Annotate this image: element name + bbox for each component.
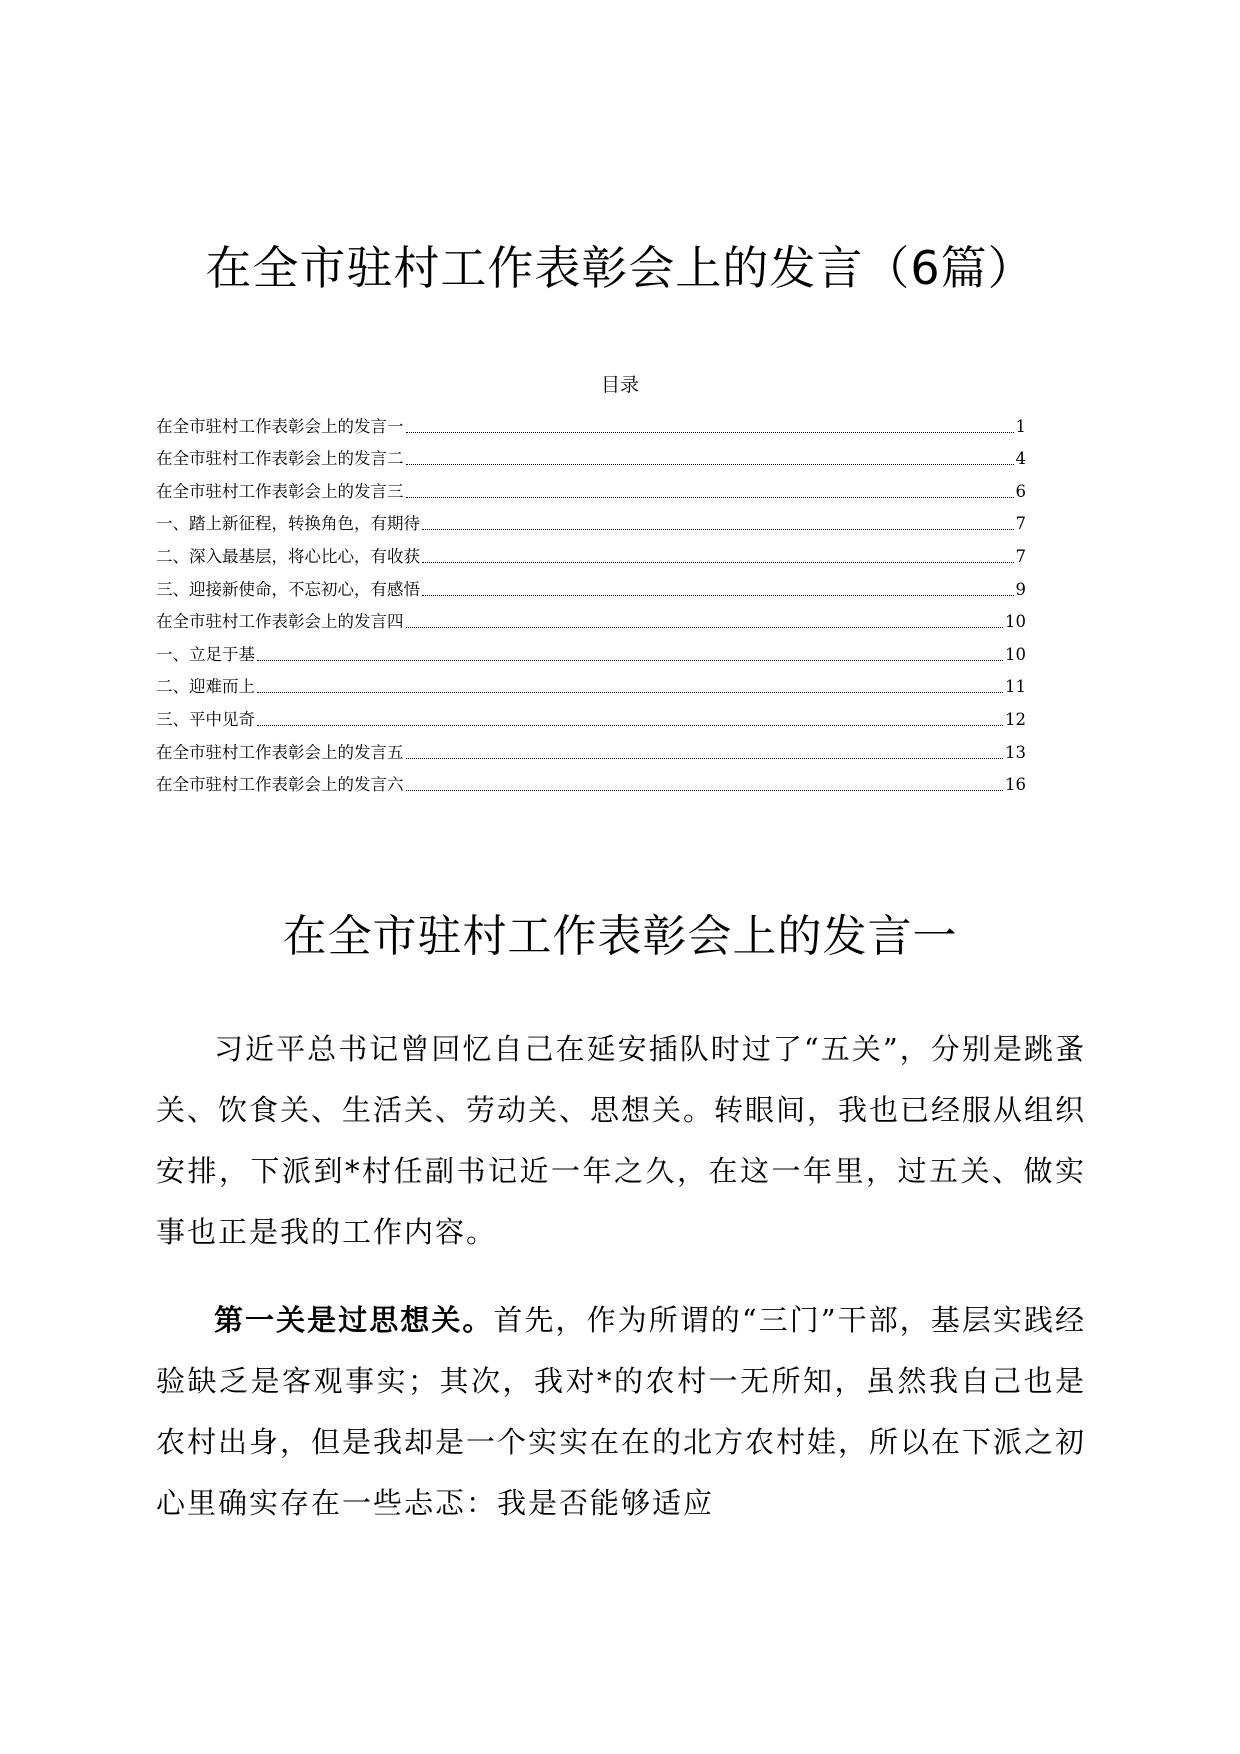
- toc-leader-dots: [406, 758, 1004, 759]
- toc-entry-page: 1: [1015, 416, 1026, 436]
- toc-entry-page: 7: [1015, 546, 1026, 566]
- toc-entry-label: 三、迎接新使命，不忘初心，有感悟: [156, 579, 420, 599]
- toc-entry[interactable]: [156, 666, 1026, 699]
- toc-entry[interactable]: [156, 568, 1026, 601]
- toc-entry-label: 三、平中见奇: [156, 709, 255, 729]
- toc-leader-dots: [257, 725, 1003, 726]
- toc-entry-label: 在全市驻村工作表彰会上的发言六: [156, 775, 404, 795]
- toc-leader-dots: [257, 660, 1003, 661]
- section-title: 在全市驻村工作表彰会上的发言一: [282, 911, 958, 962]
- toc-entry-page: 6: [1015, 481, 1026, 501]
- toc-entry[interactable]: [156, 503, 1026, 536]
- toc-entry[interactable]: [156, 633, 1026, 666]
- document-title: 在全市驻村工作表彰会上的发言（6篇）: [205, 241, 1035, 295]
- toc-entry[interactable]: [156, 405, 1026, 438]
- toc-leader-dots: [406, 464, 1014, 465]
- toc-leader-dots: [406, 790, 1004, 791]
- toc-heading: 目录: [600, 374, 639, 396]
- toc-leader-dots: [406, 432, 1014, 433]
- toc-leader-dots: [406, 497, 1014, 498]
- body-paragraph: 习近平总书记曾回忆自己在延安插队时过了“五关”，分别是跳蚤关、饮食关、生活关、劳动关、思想关。转眼间，我也已经服从组织安排，下派到*村任副书记近一年之久，在这一年里，过五关、做实事也正是我的工作内容。: [156, 1032, 1087, 1249]
- toc-leader-dots: [257, 692, 1003, 693]
- toc-entry-page: 9: [1015, 579, 1026, 599]
- toc-entry-page: 10: [1005, 612, 1026, 632]
- toc-entry-label: 二、深入最基层，将心比心，有收获: [156, 546, 420, 566]
- toc-entry-page: 4: [1015, 449, 1026, 469]
- toc-entry-page: 12: [1005, 709, 1026, 729]
- toc-entry[interactable]: [156, 731, 1026, 764]
- toc-entry-label: 二、迎难而上: [156, 677, 255, 697]
- body-paragraph: [156, 1290, 1086, 1534]
- table-of-contents: [156, 405, 1026, 796]
- toc-entry[interactable]: [156, 470, 1026, 503]
- toc-entry-label: 在全市驻村工作表彰会上的发言四: [156, 612, 404, 632]
- toc-entry-label: 在全市驻村工作表彰会上的发言五: [156, 742, 404, 762]
- toc-leader-dots: [422, 529, 1014, 530]
- toc-entry-label: 在全市驻村工作表彰会上的发言二: [156, 449, 404, 469]
- toc-entry-page: 10: [1005, 644, 1026, 664]
- toc-entry[interactable]: [156, 438, 1026, 471]
- toc-entry-label: 在全市驻村工作表彰会上的发言一: [156, 416, 404, 436]
- toc-entry-page: 16: [1005, 775, 1026, 795]
- toc-entry[interactable]: [156, 601, 1026, 634]
- toc-entry[interactable]: [156, 764, 1026, 797]
- toc-entry-label: 一、立足于基: [156, 644, 255, 664]
- toc-entry-page: 11: [1005, 677, 1026, 697]
- toc-leader-dots: [422, 595, 1014, 596]
- toc-entry-page: 7: [1015, 514, 1026, 534]
- paragraph-lead-heading: 第一关是过思想关。: [214, 1303, 494, 1337]
- toc-leader-dots: [422, 562, 1014, 563]
- toc-entry-label: 一、踏上新征程，转换角色，有期待: [156, 514, 420, 534]
- toc-entry-page: 13: [1005, 742, 1026, 762]
- toc-leader-dots: [406, 627, 1004, 628]
- toc-entry[interactable]: [156, 535, 1026, 568]
- toc-entry-label: 在全市驻村工作表彰会上的发言三: [156, 481, 404, 501]
- paragraph-text: 首先，作为所谓的“三门”干部，基层实践经验缺乏是客观事实；其次，我对*的农村一无所知，虽然我自己也是农村出身，但是我却是一个实实在在的北方农村娃，所以在下派之初心里确实存在一些忐忑：我是否能够适应: [156, 1303, 1087, 1520]
- toc-entry[interactable]: [156, 698, 1026, 731]
